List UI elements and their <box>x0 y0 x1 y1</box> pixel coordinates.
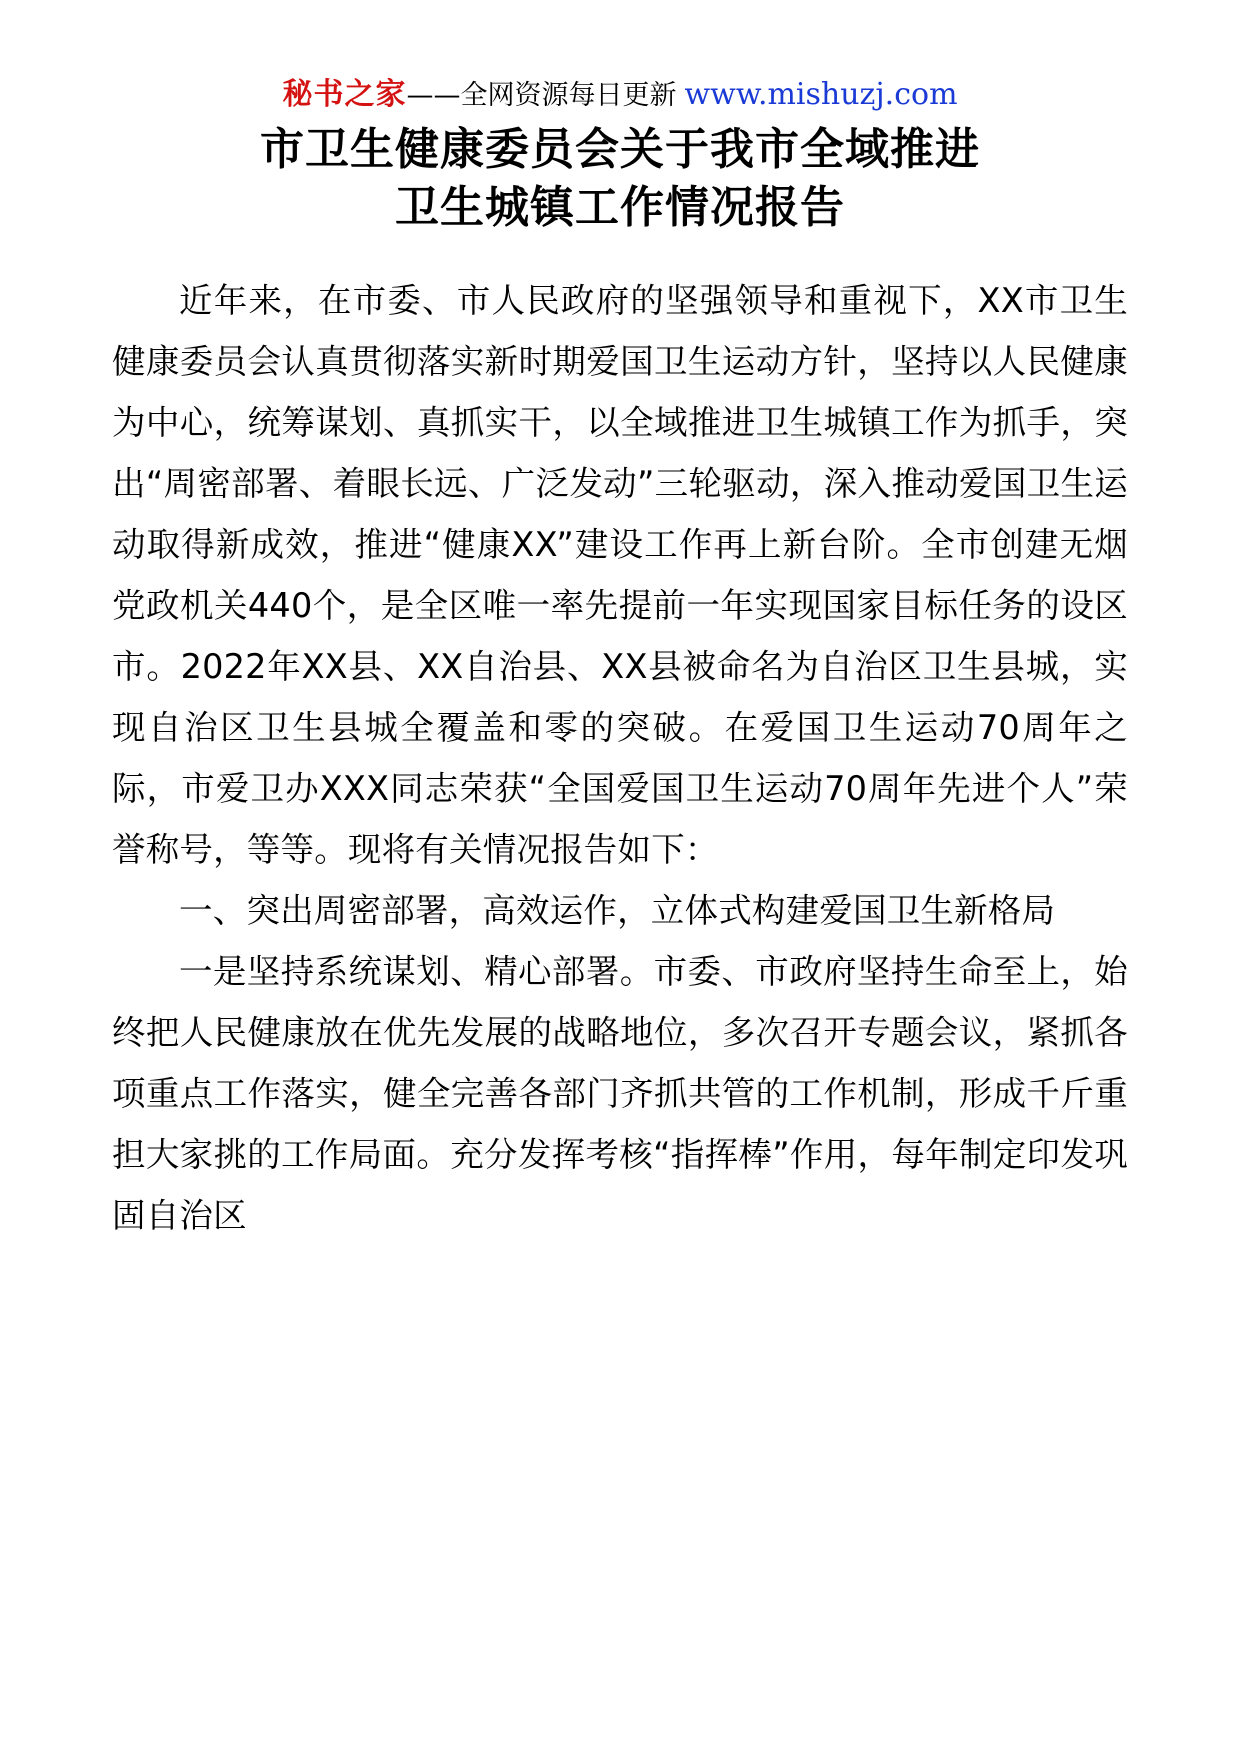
site-watermark-header <box>112 78 1128 111</box>
paragraph: 近年来，在市委、市人民政府的坚强领导和重视下，XX市卫生健康委员会认真贯彻落实新时期爱国卫生运动方针，坚持以人民健康为中心，统筹谋划、真抓实干，以全域推进卫生城镇工作为抓手，突出“周密部署、着眼长远、广泛发动”三轮驱动，深入推动爱国卫生运动取得新成效，推进“健康XX”建设工作再上新台阶。全市创建无烟党政机关440个，是全区唯一率先提前一年实现国家目标任务的设区市。2022年XX县、XX自治县、XX县被命名为自治区卫生县城，实现自治区卫生县城全覆盖和零的突破。在爱国卫生运动70周年之际，市爱卫办XXX同志荣获“全国爱国卫生运动70周年先进个人”荣誉称号，等等。现将有关情况报告如下： <box>112 281 1128 869</box>
site-tagline: 全网资源每日更新 <box>460 80 677 111</box>
document-body <box>112 271 1128 1247</box>
page-title-line-1: 市卫生健康委员会关于我市全域推进 <box>260 124 980 175</box>
site-url[interactable]: www.mishuzj.com <box>684 77 958 112</box>
site-header-dash: —— <box>406 80 461 111</box>
page-title <box>112 121 1128 237</box>
paragraph: 一、突出周密部署，高效运作，立体式构建爱国卫生新格局 <box>179 890 1056 930</box>
paragraph: 一是坚持系统谋划、精心部署。市委、市政府坚持生命至上，始终把人民健康放在优先发展的战略地位，多次召开专题会议，紧抓各项重点工作落实，健全完善各部门齐抓共管的工作机制，形成千斤重担大家挑的工作局面。充分发挥考核“指挥棒”作用，每年制定印发巩固自治区 <box>112 951 1128 1235</box>
page-title-line-2: 卫生城镇工作情况报告 <box>395 182 845 234</box>
site-brand: 秘书之家 <box>282 77 407 112</box>
